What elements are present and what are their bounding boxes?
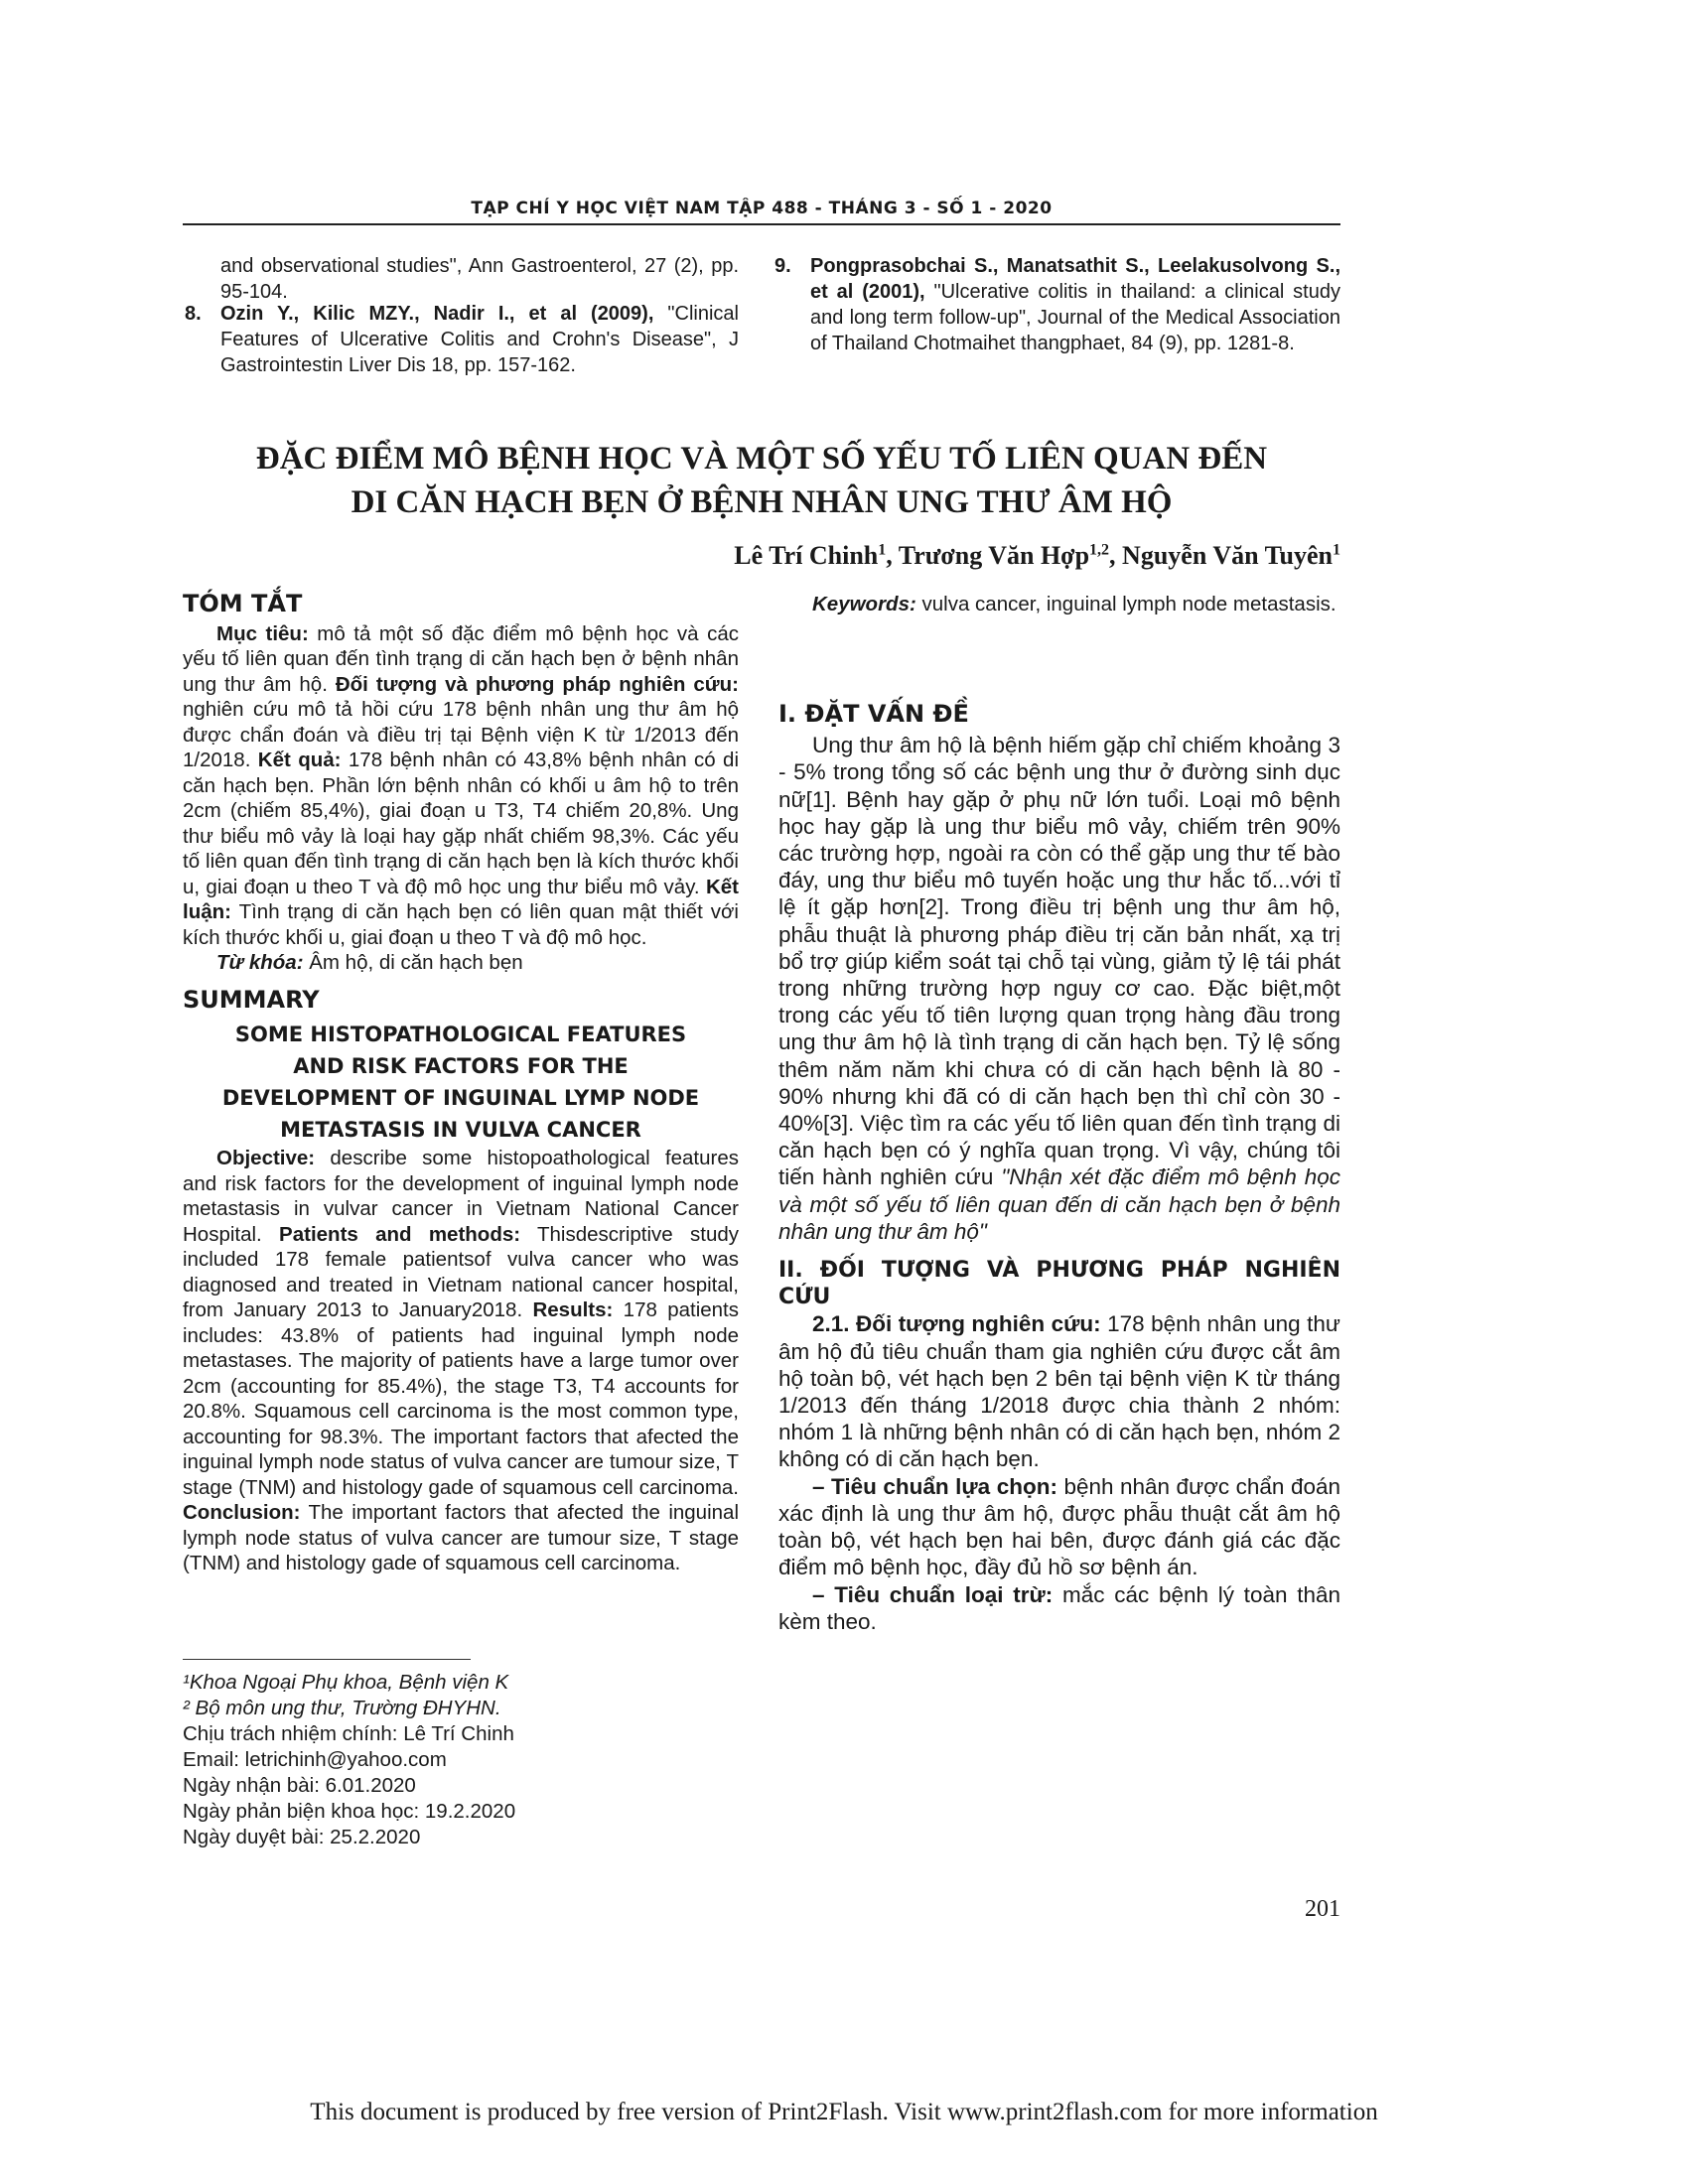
methods-label: Patients and methods:: [279, 1222, 521, 1246]
section-2-heading: II. ĐỐI TƯỢNG VÀ PHƯƠNG PHÁP NGHIÊN CỨU: [778, 1258, 1340, 1310]
section-2-1-text: 178 bệnh nhân ung thư âm hộ đủ tiêu chuẩn tham gia nghiên cứu được cắt âm hộ toàn bộ, vét hạch bẹn 2 bên tại bệnh viện K từ tháng 1/2013 đến tháng 1/2018 được chia thành 2 nhóm: nhóm 1 là những bệnh nhân có di căn hạch bẹn, nhóm 2 không có di căn hạch bẹn.: [778, 1311, 1340, 1472]
footnote-rule: [183, 1659, 471, 1660]
author-name: Lê Trí Chinh: [734, 541, 879, 570]
results-label-vi: Kết quả:: [257, 749, 342, 771]
reference-8-number: 8.: [185, 303, 202, 325]
footnote-corresponding-author: Chịu trách nhiệm chính: Lê Trí Chinh: [183, 1722, 514, 1745]
journal-header: TẠP CHÍ Y HỌC VIỆT NAM TẬP 488 - THÁNG 3 - SỐ 1 - 2020: [471, 199, 1053, 218]
summary-title-line: AND RISK FACTORS FOR THE: [293, 1054, 629, 1078]
article-title-line-1: ĐẶC ĐIỂM MÔ BỆNH HỌC VÀ MỘT SỐ YẾU TỐ LIÊN QUAN ĐẾN: [255, 441, 1268, 477]
inclusion-criteria: [778, 1473, 1340, 1581]
article-title-line-2: DI CĂN HẠCH BẸN Ở BỆNH NHÂN UNG THƯ ÂM HỘ: [351, 484, 1173, 520]
abstract-vi-heading: TÓM TẮT: [183, 590, 303, 617]
results-text: 178 patients includes: 43.8% of patients had inguinal lymph node metastases. The majority of patients have a large tumor over 2cm (accounting for 85.4%), the stage T3, T4 accounts for 20.8%. Squamous cell carcinoma is the most common type, accounting for 98.3%. The important factors that afected the inguinal lymph node status of vulva cancer are tumour size, T stage (TNM) and histology gade of squamous cell carcinoma.: [183, 1298, 739, 1499]
left-column: [183, 592, 739, 1576]
exclusion-criteria: [778, 1581, 1340, 1635]
section-1-text: Ung thư âm hộ là bệnh hiếm gặp chỉ chiếm khoảng 3 - 5% trong tổng số các bệnh ung thư ở đường sinh dục nữ[1]. Bệnh hay gặp ở phụ nữ lớn tuổi. Loại mô bệnh học hay gặp là ung thư biểu mô vảy, chiếm trên 90% các trường hợp, ngoài ra còn có thể gặp ung thư tế bào đáy, ung thư biểu mô tuyến hoặc ung thư hắc tố...với tỉ lệ ít gặp hơn[2]. Trong điều trị bệnh ung thư âm hộ, phẫu thuật là phương pháp điều trị căn bản nhất, xạ trị bổ trợ giúp kiểm soát tại chỗ tại vùng, giảm tỷ lệ tái phát trong những trường hợp nguy cơ cao. Đặc biệt,một trong các yếu tố tiên lượng quan trọng hàng đầu trong ung thư âm hộ là tình trạng di căn hạch bẹn. Tỷ lệ sống thêm năm năm khi chưa có di căn hạch bệnh là 80 - 90% nhưng khi đã có di căn hạch bẹn thì chỉ còn 30 - 40%[3]. Việc tìm ra các yếu tố liên quan đến tình trạng di căn hạch bẹn có ý nghĩa quan trọng. Vì vậy, chúng tôi tiến hành nghiên cứu: [778, 733, 1340, 1190]
reference-7-tail: and observational studies", Ann Gastroenterol, 27 (2), pp. 95-104.: [220, 255, 739, 303]
footnote-received-date: Ngày nhận bài: 6.01.2020: [183, 1774, 416, 1797]
methods-text-vi: nghiên cứu mô tả hồi cứu 178 bệnh nhân ung thư âm hộ được chẩn đoán và điều trị tại Bệnh viện K từ 1/2013 đến 1/2018.: [183, 698, 739, 771]
author-list: [695, 541, 1340, 571]
results-label: Results:: [532, 1298, 614, 1321]
exclusion-criteria-text: mắc các bệnh lý toàn thân kèm theo.: [778, 1581, 1340, 1634]
methods-text: Thisdescriptive study included 178 female patientsof vulva cancer who was diagnosed and treated in Vietnam national cancer hospital, from January 2013 to January2018.: [183, 1222, 739, 1321]
objective-text-vi: mô tả một số đặc điểm mô bệnh học và các yếu tố liên quan đến tình trạng di căn hạch bẹn ở bệnh nhân ung thư âm hộ.: [183, 621, 739, 696]
reference-9: [774, 253, 1340, 356]
reference-8-citation: "Clinical Features of Ulcerative Colitis and Crohn's Disease", J Gastrointestin Liver Dis 18, pp. 157-162.: [220, 303, 739, 376]
objective-label-vi: Mục tiêu:: [216, 621, 309, 645]
footnote-review-date: Ngày phản biện khoa học: 19.2.2020: [183, 1800, 516, 1823]
summary-title-line: METASTASIS IN VULVA CANCER: [280, 1118, 641, 1142]
section-2-1-label: 2.1. Đối tượng nghiên cứu:: [812, 1311, 1101, 1337]
summary-keywords-block: [778, 592, 1340, 617]
section-1-body: [778, 732, 1340, 1245]
conclusion-text: The important factors that afected the inguinal lymph node status of vulva cancer are tumour size, T stage (TNM) and histology gade of squamous cell carcinoma.: [183, 1501, 739, 1574]
author-name: , Trương Văn Hợp: [886, 541, 1090, 570]
author-name: , Nguyễn Văn Tuyên: [1109, 541, 1333, 570]
inclusion-criteria-label: – Tiêu chuẩn lựa chọn:: [812, 1473, 1057, 1499]
keywords-text-vi: Âm hộ, di căn hạch bẹn: [303, 951, 523, 974]
summary-title-line: DEVELOPMENT OF INGUINAL LYMP NODE: [221, 1086, 700, 1110]
print2flash-footer: This document is produced by free version of Print2Flash. Visit www.print2flash.com for more information: [310, 2099, 1378, 2125]
results-text-vi: 178 bệnh nhân có 43,8% bệnh nhân có di căn hạch bẹn. Phần lớn bệnh nhân có khối u âm hộ to trên 2cm (chiếm 85,4%), giai đoạn u T3, T4 chiếm 20,8%. Ung thư biểu mô vảy là loại hay gặp nhất chiếm 98,3%. Các yếu tố liên quan đến tình trạng di căn hạch bẹn là kích thước khối u, giai đoạn u theo T và độ mô học ung thư biểu mô vảy.: [183, 749, 740, 898]
page-number: 201: [1305, 1896, 1340, 1922]
reference-8-authors: Ozin Y., Kilic MZY., Nadir I., et al (2009),: [220, 303, 654, 325]
conclusion-text-vi: Tình trạng di căn hạch bẹn có liên quan mật thiết với kích thước khối u, giai đoạn u theo T và độ mô học.: [183, 900, 739, 949]
reference-9-number: 9.: [774, 255, 791, 277]
author-affiliation: 1: [1333, 541, 1340, 559]
footnotes: [183, 1670, 739, 1850]
footnote-accepted-date: Ngày duyệt bài: 25.2.2020: [183, 1826, 421, 1848]
reference-8: [185, 301, 739, 378]
keywords-text: vulva cancer, inguinal lymph node metastasis.: [915, 593, 1336, 615]
abstract-vi-body: [183, 621, 739, 951]
author-affiliation: 1,2: [1089, 541, 1110, 559]
keywords-vi: [183, 950, 739, 976]
objective-label: Objective:: [216, 1147, 316, 1169]
right-column: [778, 701, 1340, 1635]
summary-body: [183, 1146, 739, 1576]
section-1-heading: I. ĐẶT VẤN ĐỀ: [778, 700, 969, 728]
summary-title: [183, 1019, 739, 1146]
study-title-quote: "Nhận xét đặc điểm mô bệnh học và một số yếu tố liên quan đến di căn hạch bẹn ở bệnh nhân ung thư âm hộ": [778, 1164, 1340, 1244]
keywords-label: Keywords:: [812, 593, 916, 615]
conclusion-label: Conclusion:: [183, 1501, 301, 1524]
keywords-en: [778, 592, 1340, 617]
inclusion-criteria-text: bệnh nhân được chẩn đoán xác định là ung thư âm hộ, được phẫu thuật cắt âm hộ toàn bộ, vét hạch bẹn hai bên, được đánh giá các đặc điểm mô bệnh học, đầy đủ hồ sơ bệnh án.: [778, 1473, 1340, 1580]
reference-9-authors: Pongprasobchai S., Manatsathit S., Leelakusolvong S., et al (2001),: [810, 255, 1340, 303]
reference-9-citation: "Ulcerative colitis in thailand: a clinical study and long term follow-up", Journal of the Medical Association of Thailand Chotmaihet thangphaet, 84 (9), pp. 1281-8.: [810, 281, 1340, 354]
footnote-affiliation-1: ¹Khoa Ngoại Phụ khoa, Bệnh viện K: [183, 1671, 509, 1694]
exclusion-criteria-label: – Tiêu chuẩn loại trừ:: [812, 1581, 1054, 1607]
footnote-email: Email: letrichinh@yahoo.com: [183, 1748, 447, 1771]
summary-heading: SUMMARY: [183, 985, 320, 1014]
methods-label-vi: Đối tượng và phương pháp nghiên cứu:: [335, 672, 740, 696]
summary-title-line: SOME HISTOPATHOLOGICAL FEATURES: [234, 1023, 687, 1046]
section-2-1: [778, 1310, 1340, 1472]
keywords-label-vi: Từ khóa:: [216, 951, 304, 974]
footnote-affiliation-2: ² Bộ môn ung thư, Trường ĐHYHN.: [183, 1697, 501, 1719]
header-rule: [183, 223, 1340, 225]
article-title: [183, 437, 1340, 524]
objective-text: describe some histopoathological features and risk factors for the development of inguinal lymph node metastasis in vulvar cancer in Vietnam National Cancer Hospital.: [183, 1147, 739, 1246]
conclusion-label-vi: Kết luận:: [183, 875, 739, 923]
author-affiliation: 1: [878, 541, 887, 559]
